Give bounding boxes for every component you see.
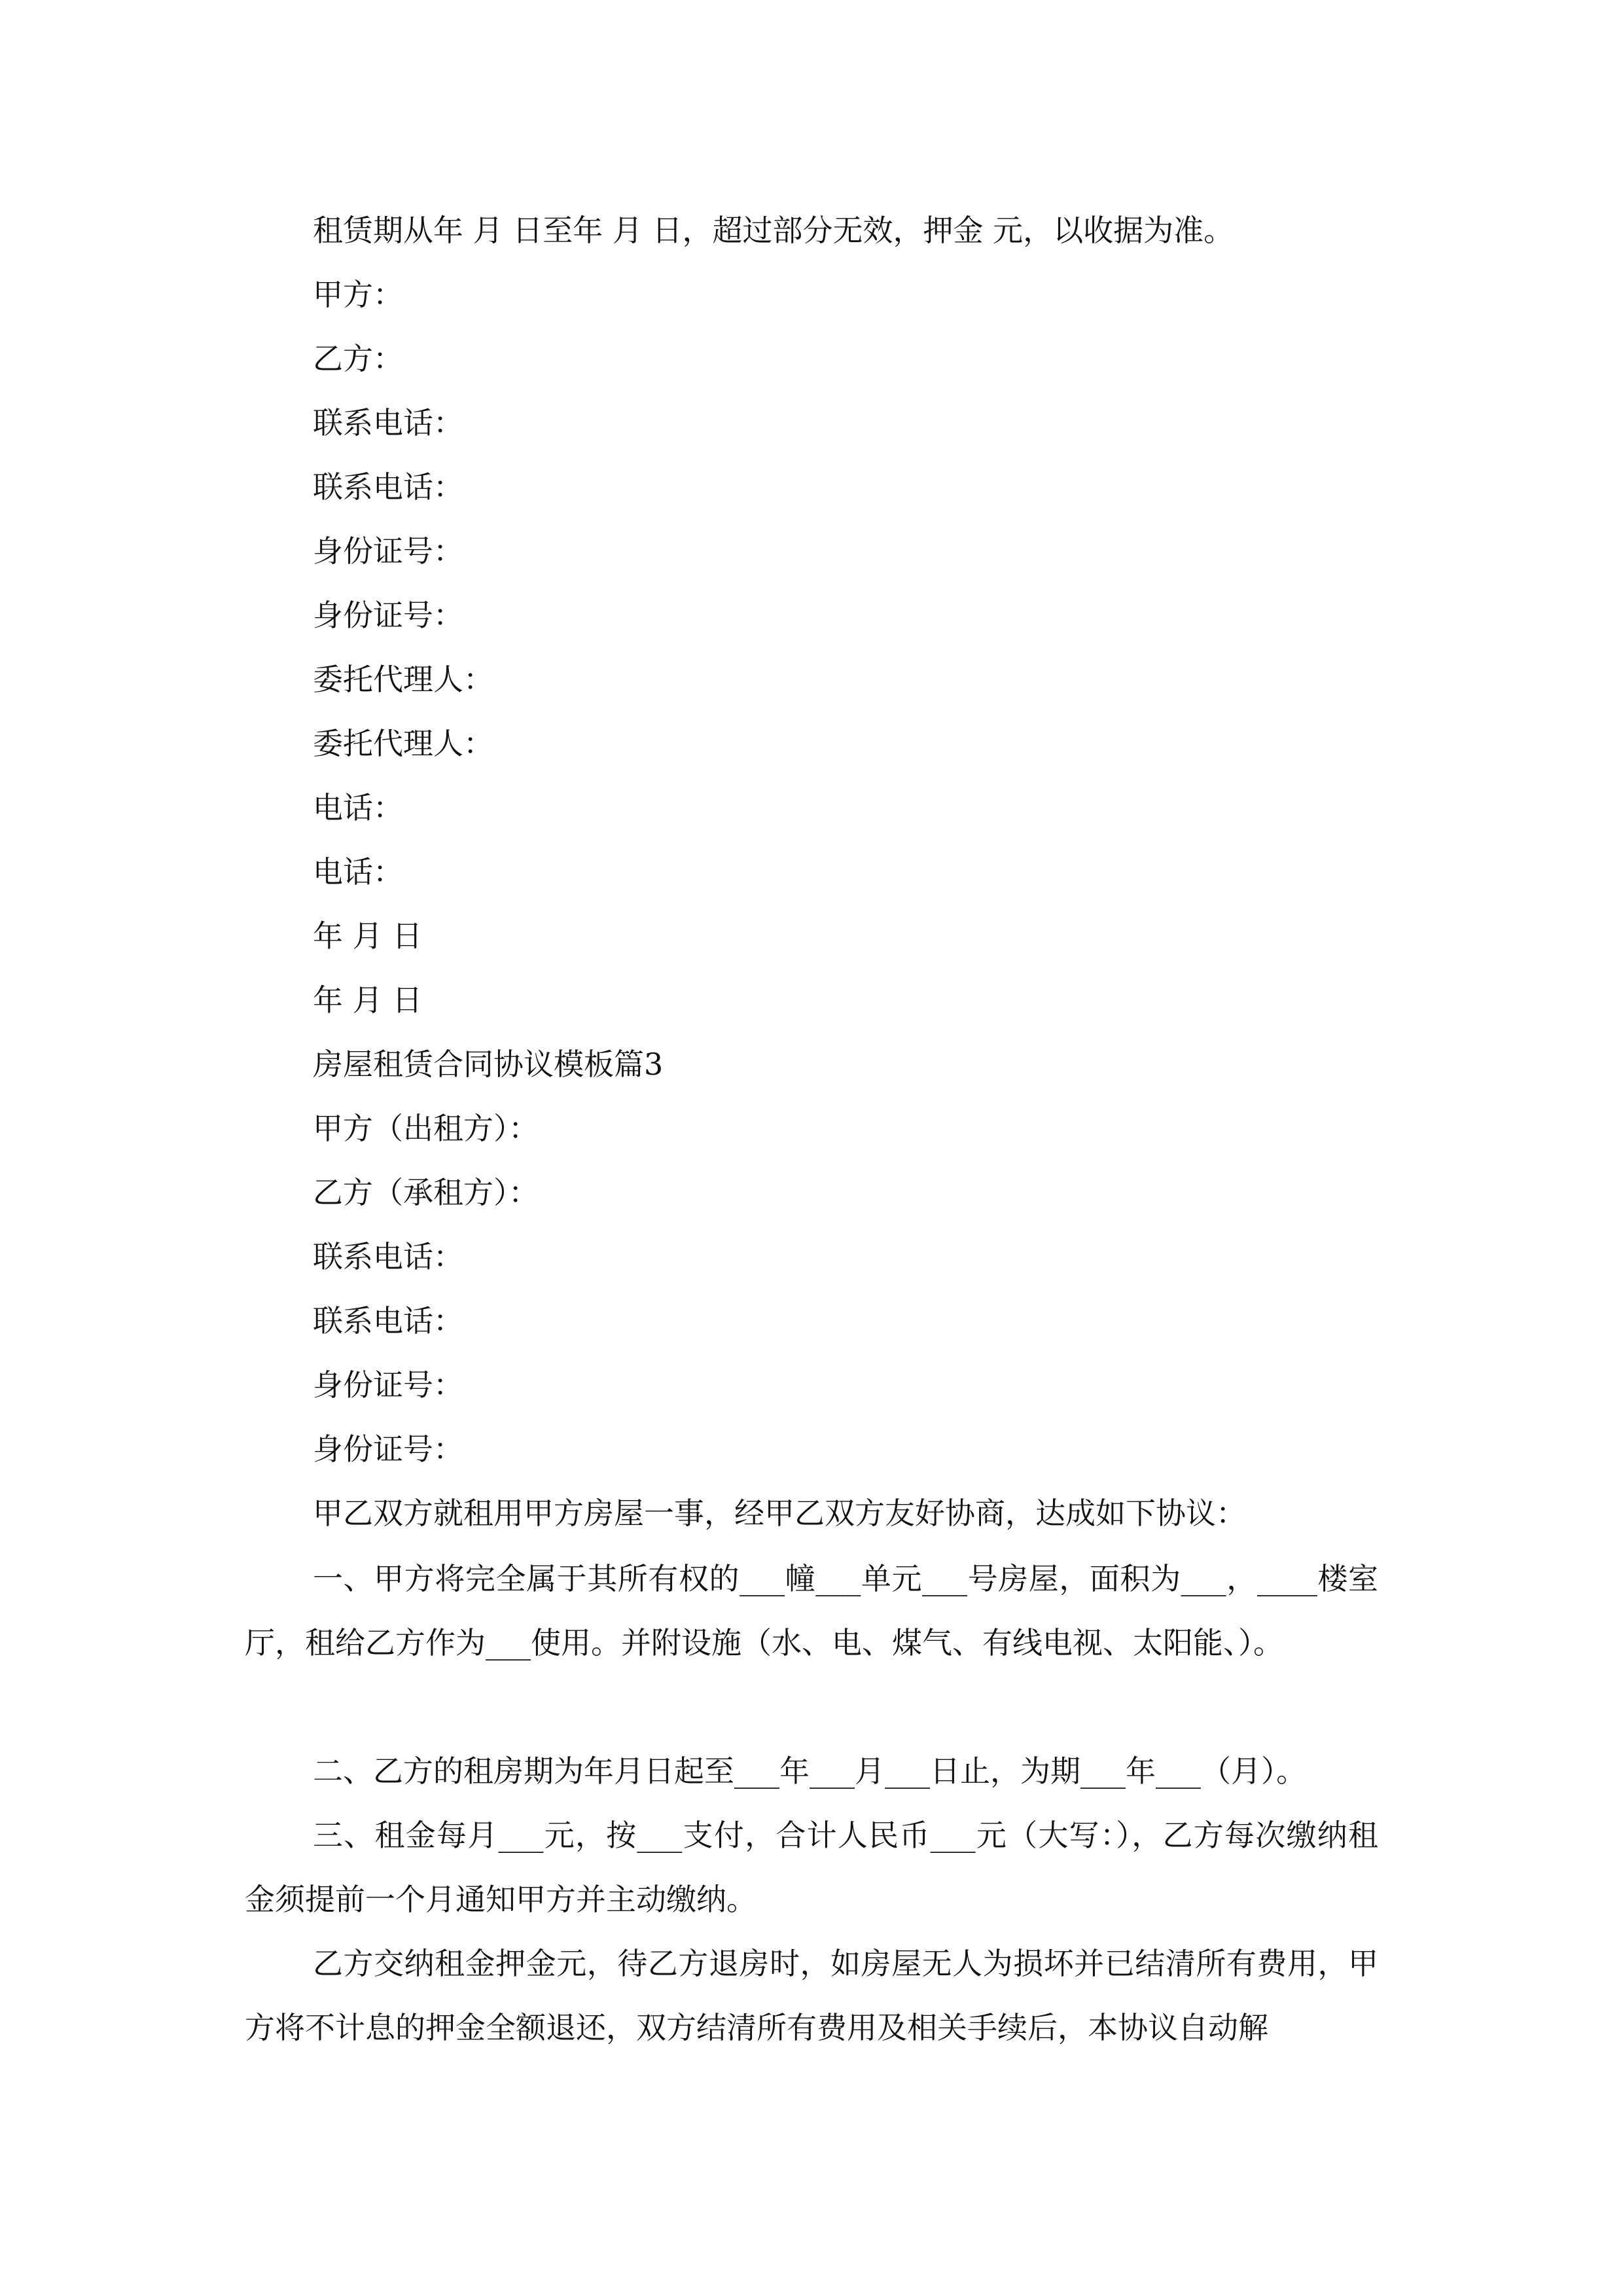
lessee-line: 乙方（承租方）：: [313, 1175, 539, 1210]
id-number-line: 身份证号：: [313, 533, 463, 569]
contact-phone-line: 联系电话：: [313, 1303, 463, 1338]
phone-line: 电话：: [313, 790, 403, 825]
lease-term-line: 租赁期从年 月 日至年 月 日，超过部分无效，押金 元，以收据为准。: [313, 213, 1234, 248]
id-number-line: 身份证号：: [313, 1431, 463, 1467]
id-number-line: 身份证号：: [313, 598, 463, 633]
deposit-paragraph: 乙方交纳租金押金元，待乙方退房时，如房屋无人为损坏并已结清所有费用，甲方将不计息的押金全额退还，双方结清所有费用及相关手续后，本协议自动解: [245, 1946, 1378, 2045]
id-number-line: 身份证号：: [313, 1367, 463, 1403]
contact-phone-line: 联系电话：: [313, 469, 463, 505]
contact-phone-line: 联系电话：: [313, 405, 463, 440]
lessor-line: 甲方（出租方）：: [313, 1111, 539, 1146]
agreement-intro: 甲乙双方就租用甲方房屋一事，经甲乙双方友好协商，达成如下协议：: [313, 1496, 1246, 1531]
contact-phone-line: 联系电话：: [313, 1239, 463, 1274]
party-b-line: 乙方：: [313, 341, 403, 376]
agent-line: 委托代理人：: [313, 662, 493, 697]
agent-line: 委托代理人：: [313, 726, 493, 761]
phone-line: 电话：: [313, 854, 403, 889]
party-a-line: 甲方：: [313, 277, 403, 312]
date-line: 年 月 日: [313, 918, 423, 954]
date-line: 年 月 日: [313, 982, 423, 1018]
section-title: 房屋租赁合同协议模板篇3: [313, 1047, 664, 1082]
clause-3-paragraph: 三、租金每月___元，按___支付，合计人民币___元（大写：），乙方每次缴纳租金须提前一个月通知甲方并主动缴纳。: [245, 1818, 1378, 1917]
clause-1-paragraph: 一、甲方将完全属于其所有权的___幢___单元___号房屋，面积为___，____楼室厅，租给乙方作为___使用。并附设施（水、电、煤气、有线电视、太阳能、）。: [245, 1561, 1378, 1660]
clause-2-paragraph: 二、乙方的租房期为年月日起至___年___月___日止，为期___年___（月）。: [313, 1753, 1306, 1789]
